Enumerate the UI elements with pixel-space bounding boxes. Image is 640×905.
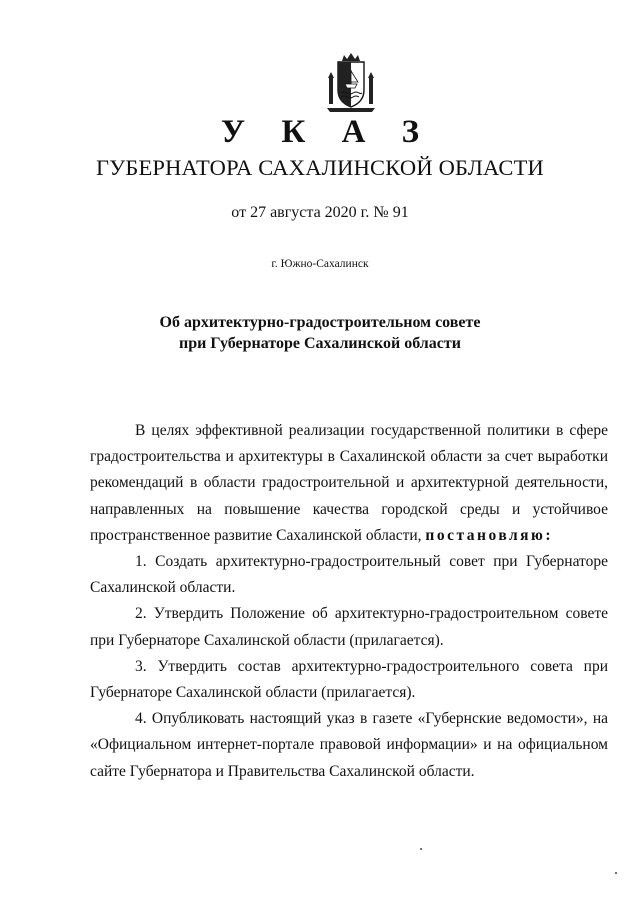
decree-verb: постановляю: bbox=[425, 526, 554, 544]
sakhalin-coat-of-arms-icon bbox=[325, 52, 377, 114]
decree-heading bbox=[0, 312, 640, 354]
decree-date-number: от 27 августа 2020 г. № 91 bbox=[231, 204, 409, 221]
scan-speck bbox=[420, 848, 422, 850]
decree-city: г. Южно-Сахалинск bbox=[271, 258, 369, 270]
decree-preamble bbox=[90, 418, 608, 549]
decree-item-4: 4. Опубликовать настоящий указ в газете «Губернские ведомости», на «Официальном интернет-портале правовой информации» и на официальном сайте Губернатора и Правительства Сахалинской области. bbox=[90, 710, 608, 780]
decree-item-3: 3. Утвердить состав архитектурно-градостроительного совета при Губернаторе Сахалинской области (прилагается). bbox=[90, 657, 608, 702]
preamble-text: В целях эффективной реализации государственной политики в сфере градостроительства и архитектуры в Сахалинской области за счет выработки рекомендаций в области градостроительной и архитектурной деятельности, направленных на повышение качества городской среды и устойчивое пространственное развитие Сахалинской области, bbox=[90, 422, 608, 544]
decree-issuer: ГУБЕРНАТОРА САХАЛИНСКОЙ ОБЛАСТИ bbox=[95, 155, 544, 180]
decree-title: У К А З bbox=[220, 114, 434, 150]
decree-body bbox=[90, 418, 608, 785]
decree-heading-line-1: Об архитектурно-градостроительном совете bbox=[159, 314, 481, 331]
scan-speck bbox=[615, 872, 617, 874]
decree-item-2: 2. Утвердить Положение об архитектурно-градостроительном совете при Губернаторе Сахалинской области (прилагается). bbox=[90, 605, 608, 649]
decree-heading-line-2: при Губернаторе Сахалинской области bbox=[179, 335, 461, 352]
decree-item-1: 1. Создать архитектурно-градостроительный совет при Губернаторе Сахалинской области. bbox=[90, 553, 608, 597]
